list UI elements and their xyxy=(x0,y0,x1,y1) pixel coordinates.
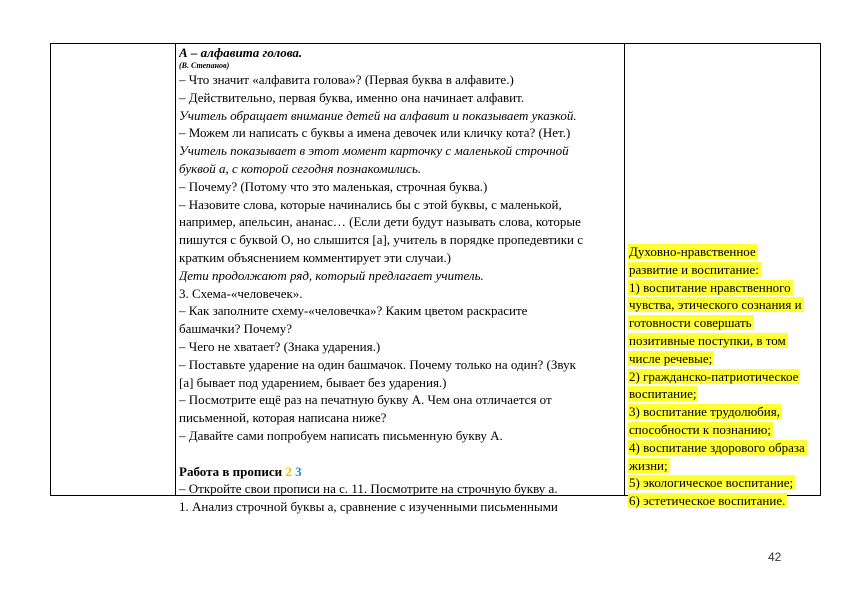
lesson-line: 1. Анализ строчной буквы а, сравнение с изученными письменными xyxy=(179,499,558,515)
education-line: числе речевые; xyxy=(629,350,713,366)
education-line: 5) экологическое воспитание; xyxy=(629,475,794,491)
workbook-heading xyxy=(179,463,622,481)
lesson-line: башмачки? Почему? xyxy=(179,321,292,337)
lesson-line: – Откройте свои прописи на с. 11. Посмотрите на строчную букву а. xyxy=(179,481,558,497)
workbook-heading-text: Работа в прописи xyxy=(179,463,283,479)
education-line: 4) воспитание здорового образа xyxy=(629,439,805,455)
blank-line xyxy=(179,445,622,463)
teacher-note: Учитель показывает в этот момент карточку с маленькой строчной xyxy=(179,143,569,159)
education-line: жизни; xyxy=(629,457,668,473)
empty-column xyxy=(51,44,176,495)
lesson-line: – Что значит «алфавита голова»? (Первая буква в алфавите.) xyxy=(179,72,514,87)
workbook-number-blue: 3 xyxy=(295,463,302,479)
education-line: развитие и воспитание: xyxy=(629,261,759,277)
lesson-line: – Чего не хватает? (Знака ударения.) xyxy=(179,338,381,354)
lesson-line: [а] бывает под ударением, бывает без ударения.) xyxy=(179,374,447,390)
lesson-author: (В. Степанов) xyxy=(179,61,230,70)
lesson-title: А – алфавита голова. xyxy=(179,45,303,60)
page-number: 42 xyxy=(768,550,782,564)
lesson-line: кратким объяснением комментирует эти случаи.) xyxy=(179,249,451,265)
education-line: позитивные поступки, в том xyxy=(629,332,786,348)
lesson-line: – Как заполните схему-«человечка»? Каким цветом раскрасите xyxy=(179,303,528,319)
education-line: воспитание; xyxy=(629,386,697,402)
education-line: готовности совершать xyxy=(629,315,752,331)
lesson-line: 3. Схема-«человечек». xyxy=(179,285,303,301)
education-line: 6) эстетическое воспитание. xyxy=(629,493,786,509)
lesson-line: – Почему? (Потому что это маленькая, строчная буква.) xyxy=(179,178,488,194)
education-line: способности к познанию; xyxy=(629,421,771,437)
lesson-line: – Посмотрите ещё раз на печатную букву А. Чем она отличается от xyxy=(179,392,552,408)
education-line: 3) воспитание трудолюбия, xyxy=(629,404,780,420)
teacher-note: буквой а, с которой сегодня познакомились. xyxy=(179,160,422,176)
lesson-line: письменной, которая написана ниже? xyxy=(179,410,387,426)
workbook-number-yellow: 2 xyxy=(285,463,292,479)
education-line: чувства, этического сознания и xyxy=(629,297,802,313)
education-line: 1) воспитание нравственного xyxy=(629,279,791,295)
education-column xyxy=(624,44,820,509)
education-line: 2) гражданско-патриотическое xyxy=(629,368,799,384)
lesson-line: – Давайте сами попробуем написать письменную букву А. xyxy=(179,427,503,443)
lesson-table xyxy=(50,43,821,515)
lesson-line: например, апельсин, ананас… (Если дети будут называть слова, которые xyxy=(179,214,581,230)
education-line: Духовно-нравственное xyxy=(629,244,756,259)
lesson-line: – Назовите слова, которые начинались бы с этой буквы, с маленькой, xyxy=(179,196,562,212)
lesson-line: пишутся с буквой О, но слышится [а], учитель в порядке пропедевтики с xyxy=(179,232,584,248)
teacher-note: Учитель обращает внимание детей на алфавит и показывает указкой. xyxy=(179,107,577,123)
lesson-content-column xyxy=(175,44,625,515)
teacher-note: Дети продолжают ряд, который предлагает учитель. xyxy=(179,267,484,283)
lesson-line: – Можем ли написать с буквы а имена девочек или кличку кота? (Нет.) xyxy=(179,125,571,141)
lesson-line: – Действительно, первая буква, именно она начинает алфавит. xyxy=(179,89,525,105)
education-list xyxy=(628,243,818,510)
lesson-line: – Поставьте ударение на один башмачок. Почему только на один? (Звук xyxy=(179,356,576,372)
